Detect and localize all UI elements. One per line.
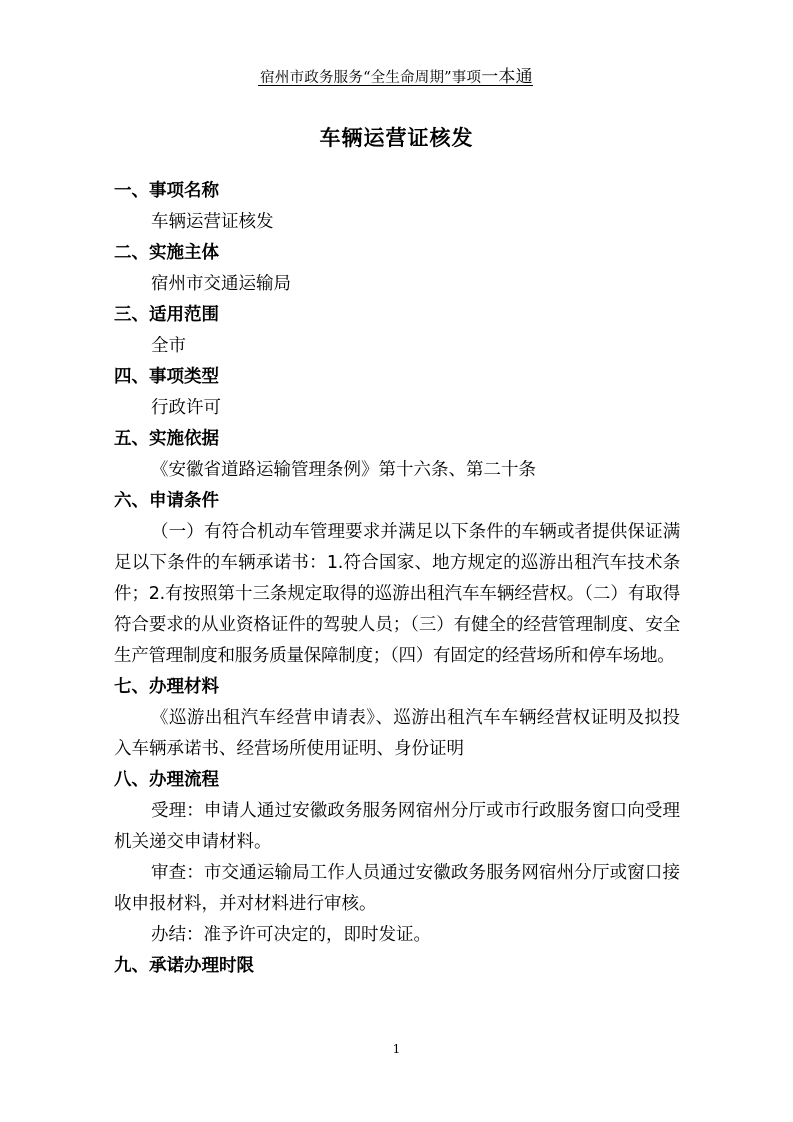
section-text-scope: 全市 bbox=[151, 336, 186, 356]
section-heading-item-type: 四、事项类型 bbox=[114, 367, 219, 387]
section-text-required-materials: 《巡游出租汽车经营申请表》、巡游出租汽车车辆经营权证明及拟投入车辆承诺书、经营场所使用证明、身份证明 bbox=[114, 708, 680, 759]
header-underline bbox=[258, 85, 533, 86]
section-text-item-name: 车辆运营证核发 bbox=[151, 212, 274, 232]
process-step-completion: 办结：准予许可决定的，即时发证。 bbox=[151, 925, 431, 945]
running-header-tail: 一本通 bbox=[481, 67, 533, 87]
page-number: 1 bbox=[392, 1042, 401, 1056]
section-heading-implementing-body: 二、实施主体 bbox=[114, 243, 219, 263]
section-text-legal-basis: 《安徽省道路运输管理条例》第十六条、第二十条 bbox=[151, 460, 536, 480]
section-heading-item-name: 一、事项名称 bbox=[114, 181, 219, 201]
section-text-item-type: 行政许可 bbox=[151, 398, 221, 418]
section-text-application-conditions: （一）有符合机动车管理要求并满足以下条件的车辆或者提供保证满足以下条件的车辆承诺书：1.符合国家、地方规定的巡游出租汽车技术条件；2.有按照第十三条规定取得的巡游出租汽车车辆经营权。（二）有取得符合要求的从业资格证件的驾驶人员；（三）有健全的经营管理制度、安全生产管理制度和服务质量保障制度；（四）有固定的经营场所和停车场地。 bbox=[114, 522, 680, 666]
section-heading-required-materials: 七、办理材料 bbox=[114, 677, 219, 697]
process-step-acceptance: 受理：申请人通过安徽政务服务网宿州分厅或市行政服务窗口向受理机关递交申请材料。 bbox=[114, 801, 680, 852]
section-heading-time-limit: 九、承诺办理时限 bbox=[114, 956, 254, 976]
document-body bbox=[114, 176, 680, 982]
running-header bbox=[0, 62, 793, 87]
process-step-review: 审查：市交通运输局工作人员通过安徽政务服务网宿州分厅或窗口接收申报材料，并对材料进行审核。 bbox=[114, 863, 680, 914]
section-heading-scope: 三、适用范围 bbox=[114, 305, 219, 325]
section-heading-legal-basis: 五、实施依据 bbox=[114, 429, 219, 449]
section-text-implementing-body: 宿州市交通运输局 bbox=[151, 274, 291, 294]
running-header-main: 宿州市政务服务“全生命周期”事项 bbox=[260, 70, 482, 86]
document-title: 车辆运营证核发 bbox=[319, 126, 474, 150]
section-heading-application-conditions: 六、申请条件 bbox=[114, 491, 219, 511]
section-heading-process: 八、办理流程 bbox=[114, 770, 219, 790]
